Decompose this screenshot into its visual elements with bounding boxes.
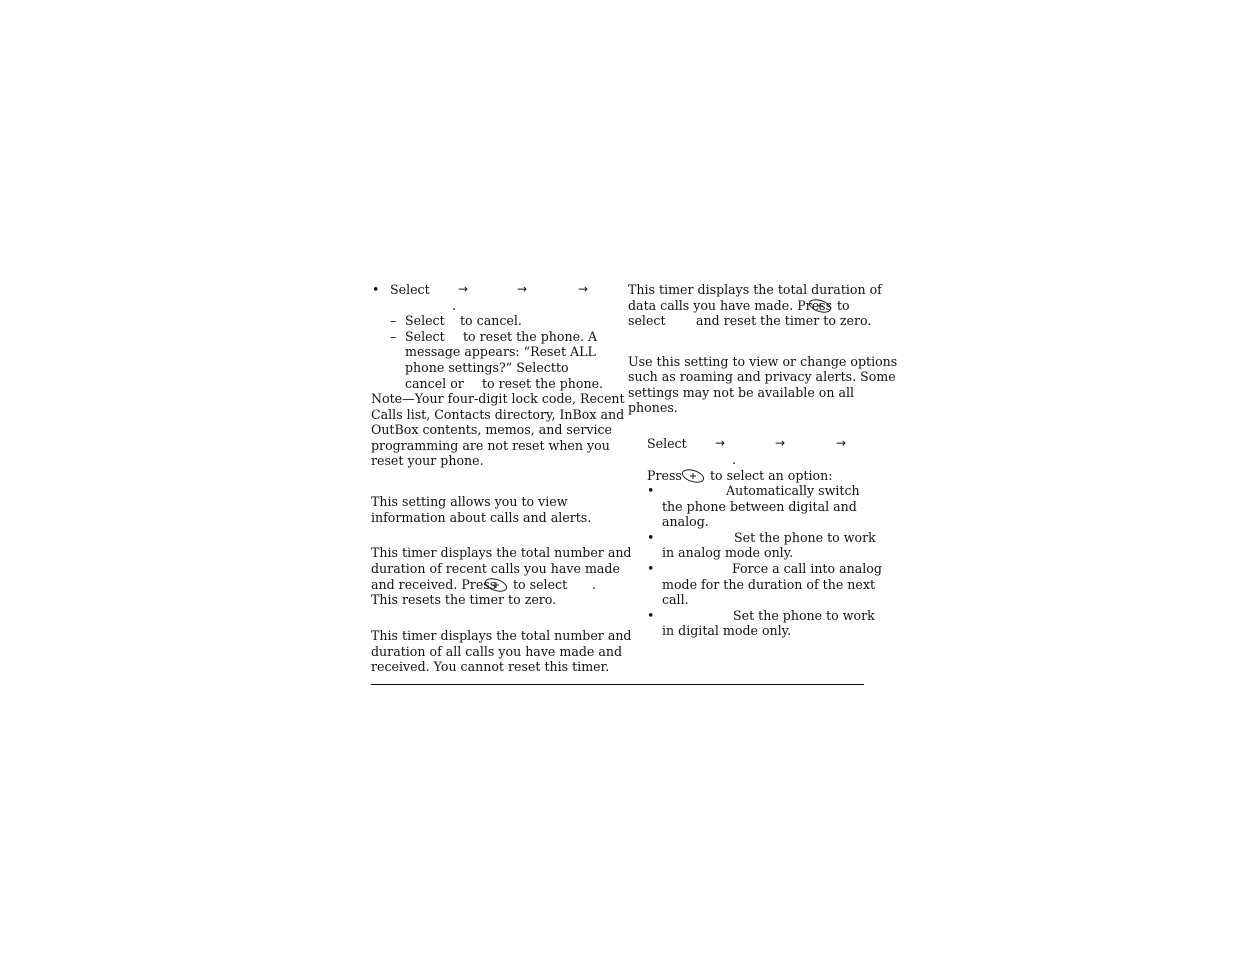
nav-key-icon	[484, 578, 508, 592]
paragraph-line: duration of all calls you have made and	[371, 644, 623, 659]
arrow-icon: →	[715, 436, 726, 450]
paragraph-line: settings may not be available on all	[628, 385, 855, 400]
select-word: Select	[405, 313, 445, 328]
option-bullet: •	[647, 530, 655, 545]
arrow-icon: →	[517, 282, 528, 296]
press-text: to select an option:	[710, 468, 833, 483]
bullet: •	[372, 282, 380, 297]
option-line: mode for the duration of the next	[662, 577, 876, 592]
arrow-icon: →	[775, 436, 786, 450]
option-bullet: •	[647, 608, 655, 623]
option-line: in analog mode only.	[662, 545, 794, 560]
paragraph-line: and reset the timer to zero.	[696, 313, 872, 328]
paragraph-line: This resets the timer to zero.	[371, 592, 557, 607]
paragraph-line: duration of recent calls you have made	[371, 561, 620, 576]
option-line: the phone between digital and	[662, 499, 857, 514]
select-word: Select	[405, 329, 445, 344]
option-bullet: •	[647, 483, 655, 498]
select-word: Select	[647, 436, 687, 451]
period: .	[592, 577, 597, 592]
paragraph-line: Use this setting to view or change options	[628, 354, 898, 369]
option-line: analog.	[662, 514, 709, 529]
note-line: Note—Your four-digit lock code, Recent	[371, 391, 625, 406]
paragraph-line: and received. Press	[371, 577, 497, 592]
dash: –	[390, 313, 397, 328]
paragraph-line: received. You cannot reset this timer.	[371, 659, 610, 674]
footer-rule	[371, 684, 864, 685]
paragraph-line: select	[628, 313, 666, 328]
paragraph-line: This timer displays the total duration of	[628, 282, 882, 297]
nav-key-icon	[681, 469, 705, 483]
arrow-icon: →	[836, 436, 847, 450]
reset-line: to	[556, 360, 569, 375]
paragraph-line: information about calls and alerts.	[371, 510, 592, 525]
note-line: Calls list, Contacts directory, InBox and	[371, 407, 625, 422]
reset-line: to reset the phone. A	[463, 329, 598, 344]
arrow-icon: →	[458, 282, 469, 296]
reset-line: to reset the phone.	[482, 376, 604, 391]
period: .	[732, 452, 737, 467]
paragraph-line: This timer displays the total number and	[371, 628, 632, 643]
reset-line: cancel or	[405, 376, 464, 391]
note-line: OutBox contents, memos, and service	[371, 422, 612, 437]
paragraph-line: data calls you have made. Press	[628, 298, 833, 313]
option-line: Force a call into analog	[732, 561, 882, 576]
press-text: Press	[647, 468, 682, 483]
note-line: programming are not reset when you	[371, 438, 610, 453]
option-bullet: •	[647, 561, 655, 576]
period: .	[452, 298, 457, 313]
option-line: call.	[662, 592, 689, 607]
reset-line: message appears: “Reset ALL	[405, 344, 596, 359]
paragraph-line: phones.	[628, 400, 678, 415]
reset-line: phone settings?” Select	[405, 360, 556, 375]
note-line: reset your phone.	[371, 453, 484, 468]
paragraph-line: to	[837, 298, 850, 313]
option-line: in digital mode only.	[662, 623, 792, 638]
arrow-icon: →	[578, 282, 589, 296]
option-line: Set the phone to work	[733, 608, 875, 623]
paragraph-line: to select	[513, 577, 568, 592]
option-line: Set the phone to work	[734, 530, 876, 545]
paragraph-line: This timer displays the total number and	[371, 545, 632, 560]
paragraph-line: This setting allows you to view	[371, 494, 568, 509]
cancel-text: to cancel.	[460, 313, 522, 328]
select-word: Select	[390, 282, 430, 297]
option-line: Automatically switch	[726, 483, 860, 498]
nav-key-icon	[808, 299, 832, 313]
dash: –	[390, 329, 397, 344]
paragraph-line: such as roaming and privacy alerts. Some	[628, 369, 896, 384]
